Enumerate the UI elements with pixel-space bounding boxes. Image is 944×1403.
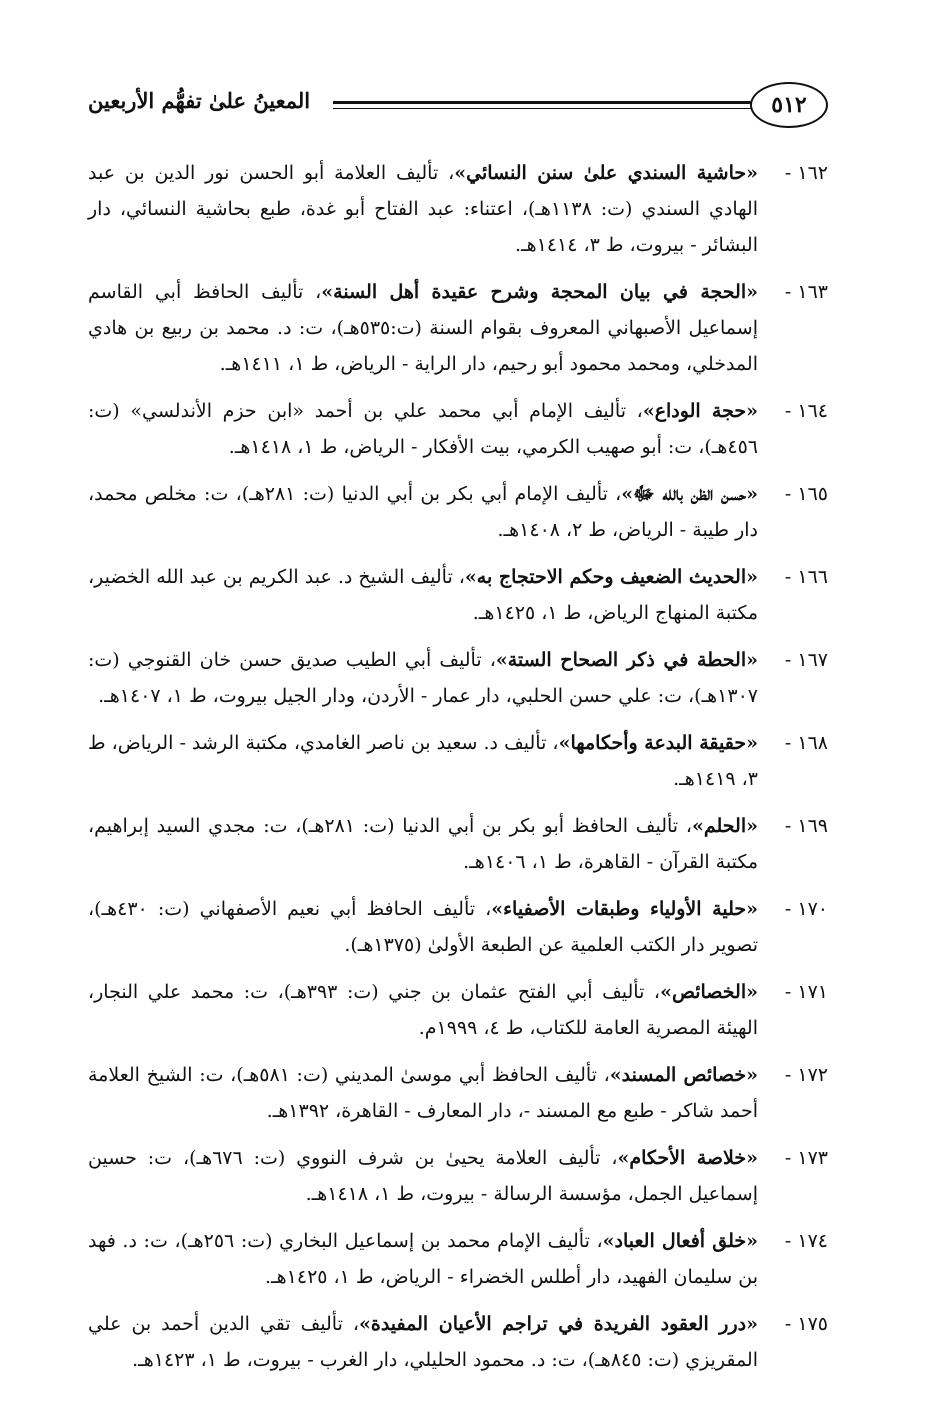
entry-text: ، تأليف الإمام أبي محمد علي بن أحمد «ابن حزم الأندلسي» (ت: ٤٥٦هـ)، ت: أبو صهيب الكرمي، بيت الأفكار - الرياض، ط ١، ١٤١٨هـ. [88,400,758,458]
entry-title: «حقيقة البدعة وأحكامها» [558,732,758,754]
entry-title: «درر العقود الفريدة في تراجم الأعيان المفيدة» [359,1313,758,1335]
entry-body [88,476,758,548]
entry-title: «خلاصة الأحكام» [617,1147,759,1169]
bibliography-entry [88,1223,828,1295]
entry-number: ١٧٤ - [784,1230,828,1252]
entry-text: ، تأليف الإمام أبي بكر بن أبي الدنيا (ت: ٢٨١هـ)، ت: مخلص محمد، دار طيبة - الرياض، ط ٢، ١٤٠٨هـ. [88,483,758,541]
entry-text: ، تأليف الحافظ أبي موسىٰ المديني (ت: ٥٨١هـ)، ت: الشيخ العلامة أحمد شاكر - طبع مع المسند -، دار المعارف - القاهرة، ١٣٩٢هـ. [88,1064,758,1122]
entry-title: «حاشية السندي علىٰ سنن النسائي» [454,162,758,184]
entry-text: ، تأليف أبي الطيب صديق حسن خان القنوجي (ت: ١٣٠٧هـ)، ت: علي حسن الحلبي، دار عمار - الأردن، ودار الجيل بيروت، ط ١، ١٤٠٧هـ. [88,649,758,707]
entry-text: ، تأليف الإمام محمد بن إسماعيل البخاري (ت: ٢٥٦هـ)، ت: د. فهد بن سليمان الفهيد، دار أطلس الخضراء - الرياض، ط ١، ١٤٢٥هـ. [88,1230,758,1288]
bibliography-entry [88,891,828,963]
entry-number: ١٦٤ - [784,400,828,422]
entry-body [88,891,758,963]
bibliography-entry [88,476,828,548]
entry-number: ١٦٨ - [784,732,828,754]
bibliography-entry [88,155,828,263]
entry-body [88,1306,758,1378]
entry-text: ، تأليف أبي الفتح عثمان بن جني (ت: ٣٩٣هـ)، ت: محمد علي النجار، الهيئة المصرية العامة للكتاب، ط ٤، ١٩٩٩م. [88,981,758,1039]
entry-number: ١٦٣ - [784,281,828,303]
entry-number: ١٧٠ - [784,898,828,920]
entry-number: ١٧٣ - [784,1147,828,1169]
bibliography-entry [88,393,828,465]
entry-title: «خصائص المسند» [609,1064,758,1086]
bibliography-entry [88,642,828,714]
page-number: ٥١٢ [750,82,828,128]
entry-body [88,155,758,263]
entry-title: «الحلم» [691,815,758,837]
entry-text: ، تأليف تقي الدين أحمد بن علي المقريزي (ت: ٨٤٥هـ)، ت: د. محمود الحليلي، دار الغرب - بيروت، ط ١، ١٤٢٣هـ. [88,1313,758,1371]
entry-text: ، تأليف الشيخ د. عبد الكريم بن عبد الله الخضير، مكتبة المنهاج الرياض، ط ١، ١٤٢٥هـ. [88,566,758,624]
bibliography-entry [88,725,828,797]
entry-body [88,725,758,797]
bibliography-entry [88,808,828,880]
entry-title: «حجة الوداع» [642,400,758,422]
entry-title: «حلية الأولياء وطبقات الأصفياء» [491,898,759,920]
bibliography-list [88,155,828,1389]
bibliography-entry [88,274,828,382]
book-title: المعينُ علىٰ تفهُّم الأربعين [88,88,311,113]
entry-body [88,274,758,382]
entry-title: «الخصائص» [660,981,758,1003]
entry-body [88,1223,758,1295]
entry-number: ١٦٢ - [784,162,828,184]
entry-text: ، تأليف العلامة يحيىٰ بن شرف النووي (ت: ٦٧٦هـ)، ت: حسين إسماعيل الجمل، مؤسسة الرسالة - بيروت، ط ١، ١٤١٨هـ. [88,1147,758,1205]
bibliography-entry [88,559,828,631]
entry-body [88,1057,758,1129]
entry-number: ١٦٥ - [784,483,828,505]
entry-body [88,1140,758,1212]
entry-text: ، تأليف الحافظ أبو بكر بن أبي الدنيا (ت: ٢٨١هـ)، ت: مجدي السيد إبراهيم، مكتبة القرآن - القاهرة، ط ١، ١٤٠٦هـ. [88,815,758,873]
entry-title: «الحجة في بيان المحجة وشرح عقيدة أهل السنة» [321,281,759,303]
entry-number: ١٦٧ - [784,649,828,671]
entry-body [88,393,758,465]
entry-body [88,559,758,631]
bibliography-entry [88,974,828,1046]
bibliography-entry [88,1140,828,1212]
entry-number: ١٦٩ - [784,815,828,837]
entry-number: ١٧٥ - [784,1313,828,1335]
bibliography-entry [88,1306,828,1378]
entry-number: ١٧٢ - [784,1064,828,1086]
entry-number: ١٦٦ - [784,566,828,588]
entry-title: «الحديث الضعيف وحكم الاحتجاج به» [464,566,758,588]
entry-title: «خلق أفعال العباد» [602,1230,759,1252]
entry-body [88,974,758,1046]
entry-body [88,642,758,714]
header-rule [333,101,752,109]
entry-body [88,808,758,880]
entry-title: «الحطة في ذكر الصحاح الستة» [495,649,759,671]
entry-number: ١٧١ - [784,981,828,1003]
bibliography-entry [88,1057,828,1129]
entry-text: ، تأليف الحافظ أبي نعيم الأصفهاني (ت: ٤٣٠هـ)، تصوير دار الكتب العلمية عن الطبعة الأولىٰ (١٣٧٥هـ). [88,898,758,956]
entry-text: ، تأليف الحافظ أبي القاسم إسماعيل الأصبهاني المعروف بقوام السنة (ت:٥٣٥هـ)، ت: د. محمد بن ربيع بن هادي المدخلي، ومحمد محمود أبو رحيم، دار الراية - الرياض، ط ١، ١٤١١هـ. [88,281,758,375]
page-header [88,82,828,134]
entry-text: ، تأليف د. سعيد بن ناصر الغامدي، مكتبة الرشد - الرياض، ط ٣، ١٤١٩هـ. [88,732,758,790]
entry-title: «حسن الظن بالله ﷻ» [621,483,759,505]
entry-text: ، تأليف العلامة أبو الحسن نور الدين بن عبد الهادي السندي (ت: ١١٣٨هـ)، اعتناء: عبد الفتاح أبو غدة، طبع بحاشية النسائي، دار البشائر - بيروت، ط ٣، ١٤١٤هـ. [88,162,758,256]
